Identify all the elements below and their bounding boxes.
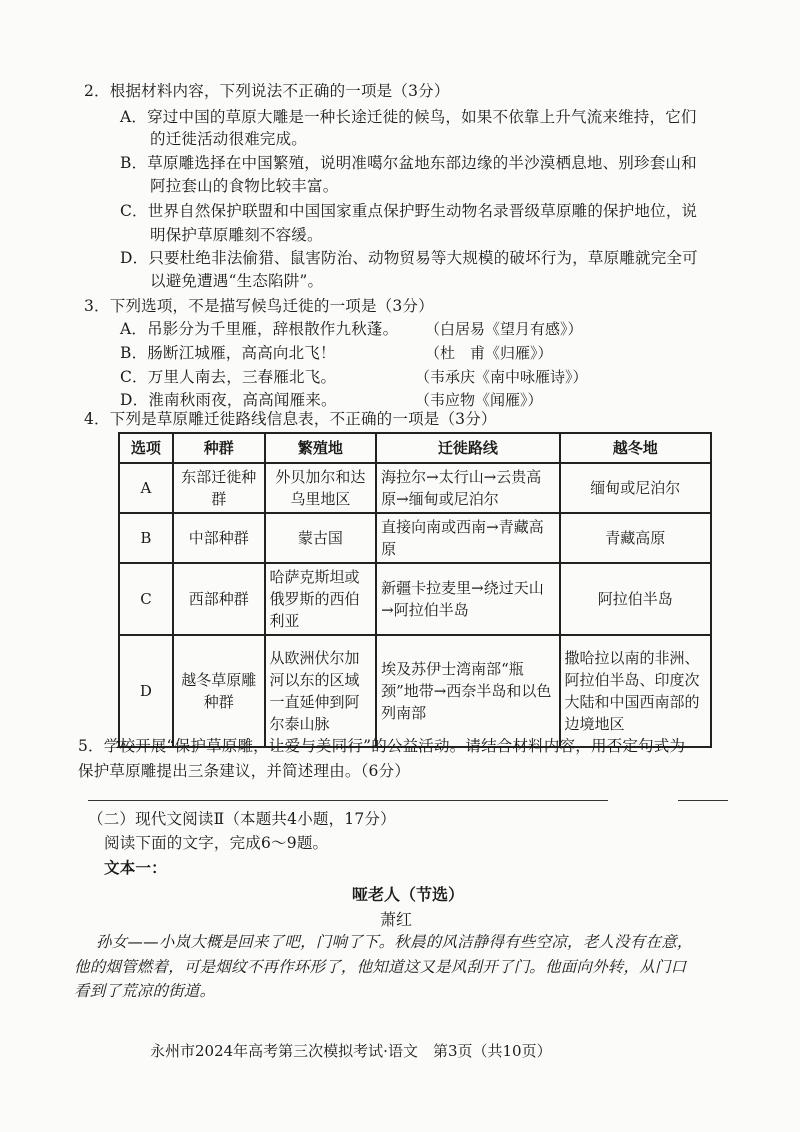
- cell-wintering: 撒哈拉以南的非洲、阿拉伯半岛、印度次大陆和中国西南部的边境地区: [560, 635, 712, 747]
- q3-option-a: A．吊影分为千里雁，辞根散作九秋蓬。: [120, 320, 399, 338]
- article-paragraph-line: 他的烟管燃着，可是烟纹不再作环形了，他知道这又是风刮开了门。他面向外转，从门口: [74, 958, 687, 976]
- cell-route: 新疆卡拉麦里→绕过天山→阿拉伯半岛: [376, 563, 559, 635]
- q2-option-a: A．穿过中国的草原大雕是一种长途迁徙的候鸟，如果不依靠上升气流来维持，它们: [120, 108, 697, 126]
- page-footer: 永州市2024年高考第三次模拟考试·语文 第3页（共10页）: [150, 1042, 552, 1060]
- cell-route: 直接向南或西南→青藏高原: [376, 513, 559, 563]
- migration-route-table: [118, 432, 712, 748]
- article-title: 哑老人（节选）: [352, 885, 465, 904]
- q2-option-c: C．世界自然保护联盟和中国国家重点保护野生动物名录晋级草原雕的保护地位，说: [120, 202, 698, 220]
- q5-line1: 5．学校开展“保护草原雕，让爱与美同行”的公益活动。请结合材料内容，用否定句式为: [78, 737, 686, 755]
- q2-stem: 2．根据材料内容，下列说法不正确的一项是（3分）: [84, 82, 450, 100]
- cell-breeding: 从欧洲伏尔加河以东的区域一直延伸到阿尔泰山脉: [265, 635, 377, 747]
- table-header-row: [119, 433, 711, 463]
- q5-line2: 保护草原雕提出三条建议，并简述理由。（6分）: [78, 762, 411, 780]
- section-divider: [88, 800, 608, 801]
- header-route: 迁徙路线: [376, 433, 559, 463]
- cell-population: 中部种群: [173, 513, 265, 563]
- article-paragraph-line: 看到了荒凉的街道。: [74, 982, 216, 1000]
- q3-option-d: D．淮南秋雨夜，高高闻雁来。: [120, 391, 337, 409]
- cell-wintering: 阿拉伯半岛: [560, 563, 712, 635]
- section-divider-right: [678, 800, 728, 801]
- cell-breeding: 蒙古国: [265, 513, 377, 563]
- q3-option-c: C．万里人南去，三春雁北飞。: [120, 368, 337, 386]
- text-label: 文本一：: [104, 858, 167, 877]
- table-row: [119, 635, 711, 747]
- q3-option-b: B．肠断江城雁，高高向北飞！: [120, 344, 336, 362]
- cell-population: 西部种群: [173, 563, 265, 635]
- article-author: 萧红: [380, 910, 413, 929]
- cell-option: A: [119, 463, 173, 513]
- cell-wintering: 缅甸或尼泊尔: [560, 463, 712, 513]
- q2-option-c-cont: 明保护草原雕刻不容缓。: [150, 226, 323, 244]
- q2-option-d-cont: 以避免遭遇“生态陷阱”。: [150, 272, 324, 290]
- table-row: [119, 513, 711, 563]
- q2-option-b: B．草原雕选择在中国繁殖，说明准噶尔盆地东部边缘的半沙漠栖息地、别珍套山和: [120, 154, 697, 172]
- header-option: 选项: [119, 433, 173, 463]
- reading-instruction: 阅读下面的文字，完成6～9题。: [104, 834, 329, 852]
- q3-option-a-source: （白居易《望月有感》）: [425, 320, 583, 338]
- cell-route: 埃及苏伊士湾南部“瓶颈”地带→西奈半岛和以色列南部: [376, 635, 559, 747]
- article-paragraph-line: 孙女——小岚大概是回来了吧，门响了下。秋晨的风洁静得有些空凉，老人没有在意，: [96, 933, 693, 951]
- header-wintering: 越冬地: [560, 433, 712, 463]
- cell-option: D: [119, 635, 173, 747]
- header-population: 种群: [173, 433, 265, 463]
- cell-breeding: 哈萨克斯坦或俄罗斯的西伯利亚: [265, 563, 377, 635]
- cell-population: 东部迁徙种群: [173, 463, 265, 513]
- q3-option-d-source: （韦应物《闻雁》）: [415, 391, 543, 409]
- cell-breeding: 外贝加尔和达乌里地区: [265, 463, 377, 513]
- cell-option: B: [119, 513, 173, 563]
- q2-option-a-cont: 的迁徙活动很难完成。: [150, 130, 308, 148]
- q3-stem: 3．下列选项，不是描写候鸟迁徙的一项是（3分）: [84, 297, 434, 315]
- cell-population: 越冬草原雕种群: [173, 635, 265, 747]
- header-breeding: 繁殖地: [265, 433, 377, 463]
- section-heading: （二）现代文阅读Ⅱ（本题共4小题，17分）: [88, 810, 396, 828]
- q2-option-d: D．只要杜绝非法偷猎、鼠害防治、动物贸易等大规模的破坏行为，草原雕就完全可: [120, 249, 698, 267]
- table-row: [119, 463, 711, 513]
- cell-route: 海拉尔→太行山→云贵高原→缅甸或尼泊尔: [376, 463, 559, 513]
- table-row: [119, 563, 711, 635]
- q2-option-b-cont: 阿拉套山的食物比较丰富。: [150, 177, 339, 195]
- q3-option-c-source: （韦承庆《南中咏雁诗》）: [415, 368, 588, 386]
- cell-wintering: 青藏高原: [560, 513, 712, 563]
- q3-option-b-source: （杜 甫《归雁》）: [425, 344, 553, 362]
- cell-option: C: [119, 563, 173, 635]
- q4-stem: 4．下列是草原雕迁徙路线信息表，不正确的一项是（3分）: [84, 410, 497, 428]
